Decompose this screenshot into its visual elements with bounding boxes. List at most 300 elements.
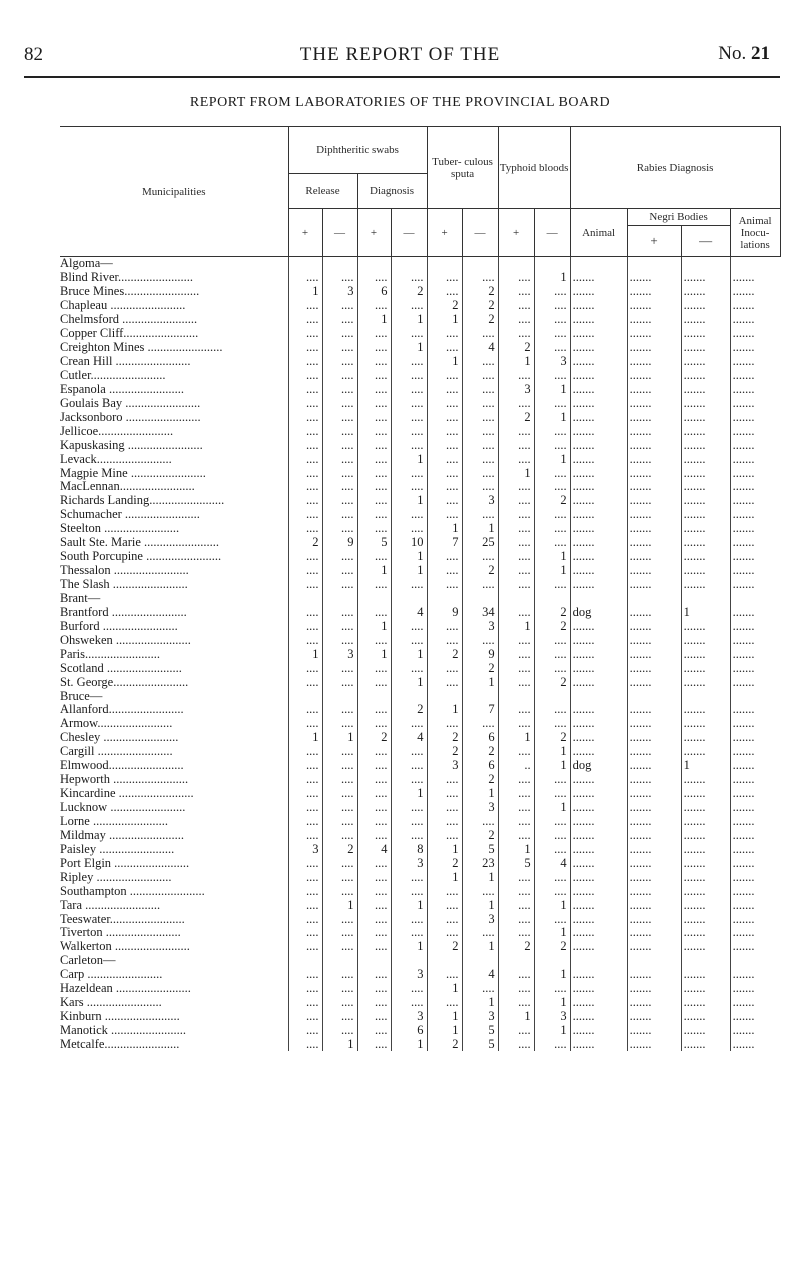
table-row [60, 536, 780, 550]
table-body [60, 257, 780, 1052]
table-cell: ....... [730, 647, 780, 661]
table-cell: .... [391, 884, 427, 898]
table-row [60, 341, 780, 355]
table-row [60, 675, 780, 689]
table-cell: ....... [570, 424, 627, 438]
table-cell [498, 257, 534, 271]
municipality-name: Port Elgin ........................ [60, 856, 190, 870]
table-cell: .... [498, 550, 534, 564]
table-cell: 2 [462, 564, 498, 578]
table-cell: ....... [627, 647, 681, 661]
table-cell: .... [322, 717, 357, 731]
table-cell: .... [427, 410, 462, 424]
table-cell: ....... [627, 327, 681, 341]
table-cell: .... [357, 1024, 391, 1038]
table-row [60, 410, 780, 424]
table-cell: .... [427, 619, 462, 633]
header-rule [24, 76, 780, 78]
table-cell: dog [570, 759, 627, 773]
col-diphtheritic-swabs: Diphtheritic swabs [288, 127, 427, 174]
table-cell: .... [498, 536, 534, 550]
table-cell: .... [427, 341, 462, 355]
table-cell: ....... [570, 996, 627, 1010]
table-cell: ....... [570, 508, 627, 522]
table-cell: 2 [427, 940, 462, 954]
table-cell: .... [288, 382, 322, 396]
table-cell: 1 [391, 313, 427, 327]
table-cell [357, 689, 391, 703]
table-cell: ....... [730, 564, 780, 578]
table-row [60, 578, 780, 592]
table-cell: ....... [730, 759, 780, 773]
table-cell: .... [357, 968, 391, 982]
municipality-name: Chapleau ........................ [60, 298, 186, 313]
municipality-name: Steelton ........................ [60, 521, 180, 536]
table-cell: ....... [681, 396, 730, 410]
table-cell: ....... [627, 396, 681, 410]
table-row [60, 424, 780, 438]
table-row [60, 480, 780, 494]
table-cell: ....... [627, 745, 681, 759]
table-cell: .... [498, 633, 534, 647]
table-cell: 5 [498, 856, 534, 870]
table-cell: .... [288, 675, 322, 689]
table-cell: .... [288, 982, 322, 996]
table-cell: .... [427, 828, 462, 842]
municipality-name: Paisley ........................ [60, 842, 175, 856]
table-cell: ....... [627, 341, 681, 355]
table-cell: .... [427, 884, 462, 898]
col-release: Release [288, 174, 357, 209]
county-name: Carleton— [60, 953, 116, 968]
table-cell: .... [534, 327, 570, 341]
table-cell: .... [498, 494, 534, 508]
table-cell: ....... [730, 341, 780, 355]
table-cell: .... [462, 578, 498, 592]
table-cell: ....... [570, 633, 627, 647]
col-typhoid-minus: — [534, 209, 570, 257]
table-cell: .... [357, 912, 391, 926]
table-cell: 1 [534, 996, 570, 1010]
municipality-name: Sault Ste. Marie ........................ [60, 535, 220, 550]
table-cell: ....... [681, 856, 730, 870]
table-cell: ....... [730, 355, 780, 369]
table-cell: .... [322, 940, 357, 954]
table-cell: ....... [730, 550, 780, 564]
table-cell: .... [322, 522, 357, 536]
table-cell: .... [427, 438, 462, 452]
table-cell: .... [322, 801, 357, 815]
table-cell: .... [288, 438, 322, 452]
table-cell: ....... [730, 787, 780, 801]
table-cell: ....... [681, 968, 730, 982]
table-cell [288, 689, 322, 703]
table-cell: 4 [462, 341, 498, 355]
table-cell: .... [427, 996, 462, 1010]
table-cell: ....... [570, 369, 627, 383]
table-cell: .... [498, 271, 534, 285]
table-cell [534, 954, 570, 968]
table-row [60, 703, 780, 717]
report-title: REPORT FROM LABORATORIES OF THE PROVINCIAL BOARD [189, 95, 611, 110]
table-cell: .... [427, 815, 462, 829]
table-cell: .... [288, 773, 322, 787]
table-cell: ....... [730, 522, 780, 536]
table-cell: .... [288, 480, 322, 494]
table-cell: .... [288, 619, 322, 633]
table-cell: .... [498, 870, 534, 884]
table-cell: ....... [570, 382, 627, 396]
table-cell: .... [357, 271, 391, 285]
table-row [60, 550, 780, 564]
table-cell: .... [462, 382, 498, 396]
table-cell: ....... [627, 940, 681, 954]
table-cell: ....... [570, 1010, 627, 1024]
table-cell [391, 954, 427, 968]
table-cell: 2 [322, 842, 357, 856]
municipality-name: Kinburn ........................ [60, 1009, 180, 1024]
table-cell: .... [357, 424, 391, 438]
table-cell: ....... [730, 424, 780, 438]
table-cell: ....... [730, 327, 780, 341]
table-cell: ....... [627, 982, 681, 996]
table-cell: ....... [570, 396, 627, 410]
table-cell: .... [357, 522, 391, 536]
table-cell: .... [391, 271, 427, 285]
col-municipalities: Municipalities [60, 127, 288, 257]
table-cell: ....... [627, 424, 681, 438]
table-cell: .... [498, 773, 534, 787]
table-cell: .... [427, 396, 462, 410]
municipality-name: Tiverton ........................ [60, 926, 181, 940]
table-row [60, 494, 780, 508]
table-row [60, 996, 780, 1010]
table-cell: ....... [681, 578, 730, 592]
table-cell: ....... [681, 271, 730, 285]
table-cell: .... [288, 884, 322, 898]
table-row [60, 522, 780, 536]
table-cell: ....... [627, 480, 681, 494]
table-cell: ....... [627, 578, 681, 592]
table-cell: ....... [627, 1010, 681, 1024]
table-cell: .... [534, 341, 570, 355]
table-cell: .... [498, 299, 534, 313]
table-cell: 2 [427, 299, 462, 313]
table-cell: 4 [391, 605, 427, 619]
table-cell: ....... [570, 1038, 627, 1052]
table-group-row [60, 592, 780, 606]
table-cell: ....... [570, 898, 627, 912]
table-cell: .... [462, 884, 498, 898]
table-cell: ....... [570, 647, 627, 661]
table-row [60, 968, 780, 982]
table-cell: .... [288, 466, 322, 480]
table-cell [570, 592, 627, 606]
table-row [60, 285, 780, 299]
table-cell: .... [322, 968, 357, 982]
table-cell: .... [288, 355, 322, 369]
municipality-name: Elmwood........................ [60, 758, 184, 773]
table-cell: .... [322, 605, 357, 619]
table-cell: .... [288, 313, 322, 327]
table-cell: .... [288, 787, 322, 801]
municipality-name: Cargill ........................ [60, 744, 173, 759]
table-cell: ....... [730, 801, 780, 815]
table-cell: .... [288, 564, 322, 578]
table-cell: ....... [570, 801, 627, 815]
table-cell: 9 [462, 647, 498, 661]
table-cell: ....... [730, 619, 780, 633]
county-name: Bruce— [60, 689, 103, 703]
table-cell: .... [427, 717, 462, 731]
municipality-name: Espanola ........................ [60, 382, 184, 396]
table-cell: .... [427, 578, 462, 592]
table-cell: .... [322, 494, 357, 508]
table-cell: ....... [627, 675, 681, 689]
table-cell: .... [427, 564, 462, 578]
table-cell [322, 257, 357, 271]
table-cell: .... [288, 369, 322, 383]
table-cell: .... [357, 341, 391, 355]
table-row [60, 633, 780, 647]
table-cell: .... [288, 815, 322, 829]
table-cell: ....... [627, 703, 681, 717]
table-cell: ....... [730, 633, 780, 647]
table-cell: .... [498, 787, 534, 801]
table-cell: 5 [462, 1038, 498, 1052]
issue-prefix: No. [718, 43, 747, 64]
table-cell: .... [357, 327, 391, 341]
table-cell: ....... [730, 1010, 780, 1024]
municipality-name: Levack........................ [60, 452, 172, 466]
col-rabies-diagnosis: Rabies Diagnosis [570, 127, 780, 209]
table-cell [681, 592, 730, 606]
table-row [60, 508, 780, 522]
table-cell: .... [288, 940, 322, 954]
table-cell: ....... [627, 856, 681, 870]
table-row [60, 1010, 780, 1024]
table-cell: ....... [627, 605, 681, 619]
table-cell: 1 [534, 452, 570, 466]
table-cell [288, 592, 322, 606]
table-cell: 2 [462, 661, 498, 675]
table-cell: .... [391, 661, 427, 675]
table-cell: ....... [627, 884, 681, 898]
table-cell: ....... [627, 494, 681, 508]
table-cell: ....... [730, 410, 780, 424]
table-cell: 3 [427, 759, 462, 773]
table-cell: .... [534, 661, 570, 675]
table-cell: 1 [681, 605, 730, 619]
table-cell: 1 [534, 410, 570, 424]
table-cell: 3 [391, 1010, 427, 1024]
table-cell: .... [288, 341, 322, 355]
table-cell: 1 [462, 996, 498, 1010]
table-cell: .... [462, 369, 498, 383]
col-negri-plus: + [627, 226, 681, 257]
table-cell [427, 257, 462, 271]
table-cell: .. [498, 759, 534, 773]
table-row [60, 1024, 780, 1038]
table-cell: ....... [627, 550, 681, 564]
table-cell: 6 [462, 759, 498, 773]
table-cell: .... [462, 633, 498, 647]
table-cell: ....... [570, 982, 627, 996]
municipality-name: Carp ........................ [60, 967, 163, 982]
table-cell: 2 [288, 536, 322, 550]
table-cell: .... [462, 480, 498, 494]
municipality-name: Burford ........................ [60, 619, 178, 633]
table-cell: .... [498, 564, 534, 578]
municipality-name: Tara ........................ [60, 898, 161, 912]
table-cell: .... [288, 1010, 322, 1024]
table-cell: .... [391, 926, 427, 940]
table-cell: .... [427, 801, 462, 815]
table-cell: ....... [681, 355, 730, 369]
table-cell: 2 [534, 619, 570, 633]
table-cell: .... [391, 759, 427, 773]
table-cell: 1 [498, 1010, 534, 1024]
table-cell [498, 954, 534, 968]
table-cell: .... [462, 355, 498, 369]
table-cell: .... [534, 815, 570, 829]
table-cell: 6 [357, 285, 391, 299]
table-cell: .... [288, 550, 322, 564]
table-cell [627, 592, 681, 606]
table-cell: 1 [534, 382, 570, 396]
table-cell: 2 [427, 856, 462, 870]
municipality-name: Southampton ........................ [60, 884, 205, 898]
table-cell: .... [534, 842, 570, 856]
table-cell: ....... [627, 968, 681, 982]
table-cell: .... [288, 717, 322, 731]
table-cell: ....... [681, 633, 730, 647]
table-cell: ....... [681, 898, 730, 912]
table-cell: .... [357, 438, 391, 452]
table-cell: .... [357, 898, 391, 912]
municipality-name: Ohsweken ........................ [60, 633, 191, 647]
table-cell: ....... [681, 536, 730, 550]
table-cell [534, 689, 570, 703]
table-cell: 9 [322, 536, 357, 550]
table-cell: ....... [570, 452, 627, 466]
table-cell: ....... [627, 410, 681, 424]
table-cell: ....... [681, 940, 730, 954]
table-cell: .... [427, 675, 462, 689]
table-cell: .... [357, 382, 391, 396]
table-cell: 23 [462, 856, 498, 870]
table-row [60, 313, 780, 327]
table-cell: .... [288, 926, 322, 940]
table-cell: .... [391, 996, 427, 1010]
table-cell: .... [357, 578, 391, 592]
table-cell [534, 257, 570, 271]
table-cell: 1 [391, 898, 427, 912]
table-cell: .... [534, 508, 570, 522]
table-cell: ....... [570, 703, 627, 717]
table-cell: .... [534, 578, 570, 592]
table-cell: ....... [627, 355, 681, 369]
table-row [60, 884, 780, 898]
table-cell: .... [498, 996, 534, 1010]
table-cell: .... [288, 578, 322, 592]
table-cell: ....... [627, 285, 681, 299]
table-cell: .... [498, 396, 534, 410]
table-cell: .... [322, 564, 357, 578]
table-row [60, 271, 780, 285]
table-cell: .... [498, 884, 534, 898]
table-cell: .... [288, 996, 322, 1010]
table-cell: ....... [730, 382, 780, 396]
table-cell: .... [462, 550, 498, 564]
municipality-name: Copper Cliff........................ [60, 326, 199, 341]
table-cell [288, 257, 322, 271]
table-row [60, 926, 780, 940]
table-cell: ....... [681, 731, 730, 745]
table-cell: 1 [391, 940, 427, 954]
table-cell: .... [534, 884, 570, 898]
table-cell: 1 [462, 675, 498, 689]
table-cell: .... [288, 396, 322, 410]
table-cell: .... [391, 578, 427, 592]
table-cell: 1 [498, 355, 534, 369]
table-cell: .... [357, 466, 391, 480]
table-cell: .... [391, 466, 427, 480]
table-cell: .... [391, 815, 427, 829]
table-cell: .... [462, 271, 498, 285]
table-cell: .... [357, 926, 391, 940]
table-cell: .... [288, 271, 322, 285]
table-cell: .... [391, 717, 427, 731]
table-cell: .... [391, 633, 427, 647]
table-cell: .... [498, 801, 534, 815]
table-cell: 25 [462, 536, 498, 550]
table-cell: .... [357, 633, 391, 647]
municipality-name: Walkerton ........................ [60, 939, 190, 954]
table-row [60, 759, 780, 773]
table-cell: 6 [391, 1024, 427, 1038]
table-cell: .... [498, 745, 534, 759]
table-cell: .... [357, 396, 391, 410]
table-cell: .... [322, 341, 357, 355]
table-cell [730, 257, 780, 271]
table-cell: .... [427, 661, 462, 675]
table-group-row [60, 689, 780, 703]
table-cell: .... [288, 327, 322, 341]
col-diagnosis: Diagnosis [357, 174, 427, 209]
table-cell: 1 [391, 675, 427, 689]
table-cell: ....... [681, 1010, 730, 1024]
table-cell: 2 [534, 940, 570, 954]
table-cell: .... [322, 480, 357, 494]
table-cell: 1 [357, 564, 391, 578]
table-cell: ....... [627, 996, 681, 1010]
table-cell: .... [427, 773, 462, 787]
table-cell: .... [322, 299, 357, 313]
table-cell: .... [322, 870, 357, 884]
table-cell: ....... [570, 856, 627, 870]
table-cell: .... [322, 996, 357, 1010]
issue-label [718, 43, 770, 65]
table-cell: .... [498, 605, 534, 619]
table-cell: .... [357, 870, 391, 884]
table-cell: .... [498, 717, 534, 731]
table-cell: ....... [681, 452, 730, 466]
table-cell: ....... [681, 494, 730, 508]
table-cell: .... [391, 745, 427, 759]
table-cell: 9 [427, 605, 462, 619]
table-group-row [60, 257, 780, 271]
